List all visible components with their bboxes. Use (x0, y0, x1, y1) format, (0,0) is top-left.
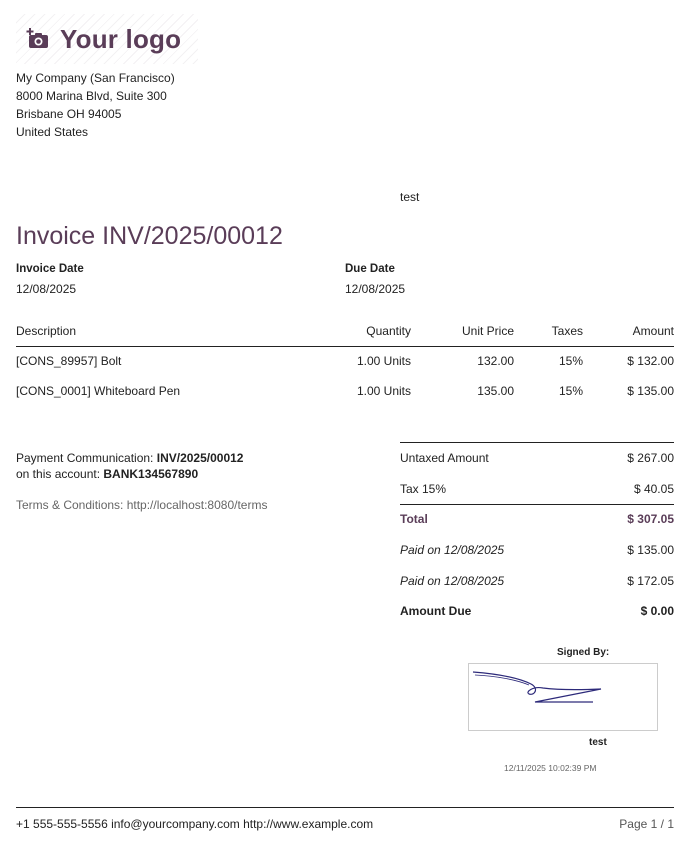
column-header-description: Description (16, 324, 77, 338)
page-number: Page 1 / 1 (619, 817, 674, 831)
line-amount: $ 135.00 (627, 384, 674, 398)
company-address (16, 69, 175, 141)
tax-label: Tax 15% (400, 482, 447, 496)
invoice-date-label: Invoice Date (16, 263, 84, 275)
paid-value: $ 135.00 (627, 543, 674, 557)
amount-due-value: $ 0.00 (640, 604, 674, 618)
payment-row (400, 543, 674, 563)
signature-timestamp: 12/11/2025 10:02:39 PM (504, 763, 597, 773)
paid-value: $ 172.05 (627, 574, 674, 588)
payment-communication (16, 450, 243, 482)
total-value: $ 307.05 (627, 512, 674, 526)
terms-and-conditions: Terms & Conditions: http://localhost:8080/terms (16, 498, 268, 512)
line-taxes: 15% (558, 384, 583, 398)
tax-value: $ 40.05 (633, 482, 674, 496)
table-row (16, 354, 674, 376)
company-name: My Company (San Francisco) (16, 71, 175, 85)
signed-by-label: Signed By: (557, 647, 610, 658)
paid-label: Paid on 12/08/2025 (400, 574, 505, 588)
total-label: Total (400, 512, 428, 526)
untaxed-row (400, 451, 674, 471)
line-unit-price: 132.00 (477, 354, 514, 368)
line-taxes: 15% (558, 354, 583, 368)
column-header-amount: Amount (632, 324, 674, 338)
payment-communication-value: INV/2025/00012 (156, 451, 244, 465)
company-country: United States (16, 125, 89, 139)
due-date-label: Due Date (345, 263, 395, 275)
line-description: [CONS_0001] Whiteboard Pen (16, 384, 181, 398)
line-quantity: 1.00 Units (356, 354, 411, 368)
payment-communication-label: Payment Communication: (16, 451, 157, 465)
signature-box (468, 663, 658, 731)
signer-name: test (589, 737, 607, 748)
line-quantity: 1.00 Units (356, 384, 411, 398)
totals-block (400, 442, 674, 622)
footer-divider (16, 807, 674, 808)
company-logo (16, 14, 198, 64)
company-city: Brisbane OH 94005 (16, 107, 122, 121)
partner-reference: test (400, 190, 420, 204)
line-unit-price: 135.00 (477, 384, 514, 398)
payment-row (400, 574, 674, 594)
bank-account-value: BANK134567890 (103, 467, 199, 481)
due-date-value: 12/08/2025 (345, 282, 406, 296)
company-street: 8000 Marina Blvd, Suite 300 (16, 89, 167, 103)
untaxed-value: $ 267.00 (627, 451, 674, 465)
signature-drawing (469, 664, 657, 730)
line-description: [CONS_89957] Bolt (16, 354, 122, 368)
invoice-date-value: 12/08/2025 (16, 282, 77, 296)
amount-due-row (400, 604, 674, 624)
column-header-unit-price: Unit Price (461, 324, 514, 338)
tax-row (400, 482, 674, 502)
footer-contact: +1 555-555-5556 info@yourcompany.com http://www.example.com (16, 817, 374, 831)
line-amount: $ 132.00 (627, 354, 674, 368)
paid-label: Paid on 12/08/2025 (400, 543, 505, 557)
total-row (400, 512, 674, 532)
column-header-taxes: Taxes (551, 324, 583, 338)
totals-divider (400, 442, 674, 443)
untaxed-label: Untaxed Amount (400, 451, 489, 465)
table-row (16, 384, 674, 406)
totals-divider (400, 504, 674, 505)
bank-account-label: on this account: (16, 467, 104, 481)
amount-due-label: Amount Due (400, 604, 472, 618)
column-header-quantity: Quantity (366, 324, 411, 338)
logo-text: Your logo (60, 23, 182, 54)
camera-plus-icon (26, 27, 50, 51)
invoice-title: Invoice INV/2025/00012 (16, 222, 283, 250)
table-header (16, 322, 674, 347)
